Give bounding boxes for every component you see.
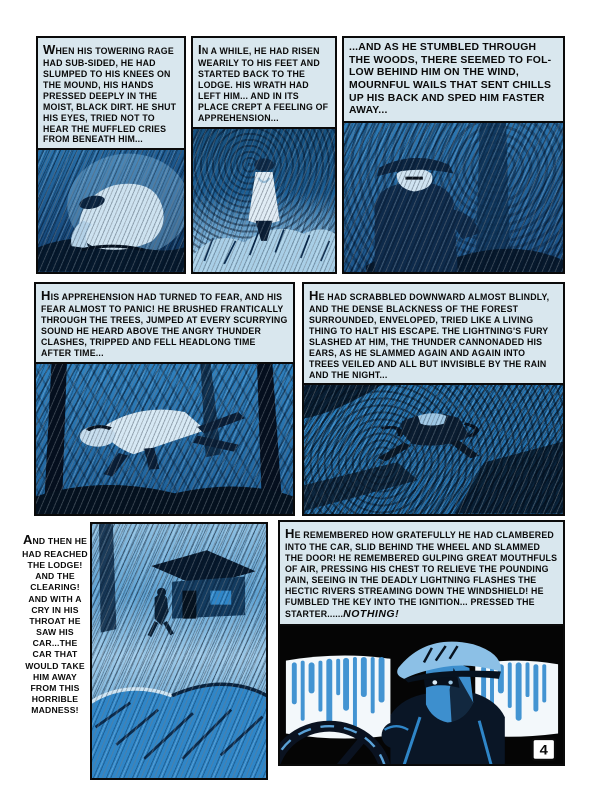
panel-6-art	[92, 524, 266, 778]
caption-drop-cap: H	[41, 288, 51, 303]
panel-3-caption	[344, 38, 563, 123]
stumbling-man-coat	[375, 182, 458, 272]
caption-text: E REMEMBERED HOW GRATEFULLY HE HAD CLAMBERED INTO THE CAR, SLID BEHIND THE WHEEL AND SLAMMED THE DOOR! HE REMEMBERED GULPING GREAT MOUTHFULS OF AIR, PRESSING HIS CHEST TO RELIEVE THE POUNDING PAIN, SEEING IN THE DEADLY LIGHTNING FLASHES THE HECTIC RIVERS STREAMING DOWN THE WINDSHIELD! HE FUMBLED THE KEY INTO THE IGNITION... PRESSED THE STARTER......	[285, 530, 558, 619]
lodge-window	[210, 591, 231, 605]
car-roof	[92, 684, 266, 778]
caption-drop-cap: W	[43, 42, 56, 57]
caption-text: IS APPREHENSION HAD TURNED TO FEAR, AND HIS FEAR ALMOST TO PANIC! HE BRUSHED FRANTICALLY THROUGH THE TREES, JUMPED AT EVERY SCURRYING SOUND HE HEARD ABOVE THE ANGRY THUNDER CLASHES, TRIPPED AND FELL HEADLONG TIME AFTER TIME...	[41, 292, 288, 358]
falling-man-legs	[195, 415, 241, 448]
caption-text: ...AND AS HE STUMBLED THROUGH THE WOODS, THERE SEEMED TO FOL-LOW BEHIND HIM ON THE WIND, MOURNFUL WAILS THAT SENT CHILLS UP HIS BACK AND SPED HIM FASTER AWAY...	[349, 42, 552, 117]
caption-text: N A WHILE, HE HAD RISEN WEARILY TO HIS FEET AND STARTED BACK TO THE LODGE. HIS WRATH HAD LEFT HIM... AND IN ITS PLACE CREPT A FEELING OF APPREHENSION...	[198, 46, 329, 123]
panel-1	[36, 36, 186, 274]
panel-7-art	[280, 626, 563, 764]
panel-2-caption	[193, 38, 335, 129]
caption-text: ND THEN HE HAD REACHED THE LODGE! AND THE CLEARING! AND WITH A CRY IN HIS THROAT HE SAW HIS CAR...THE CAR THAT WOULD TAKE HIM AWAY FROM THIS HORRIBLE MADNESS!	[22, 536, 88, 716]
panel-1-art	[38, 150, 184, 272]
caption-drop-cap: H	[285, 526, 295, 541]
panel-5	[302, 282, 565, 516]
hat-icon	[254, 158, 274, 171]
eye-icon	[448, 680, 452, 684]
falling-man-body	[103, 409, 206, 454]
caption-drop-cap: I	[198, 42, 202, 57]
panel-7-caption	[280, 522, 563, 626]
lodge-door	[182, 591, 196, 619]
eye-icon	[432, 680, 437, 684]
panel-5-caption	[304, 284, 563, 385]
forest-floor	[36, 485, 293, 514]
caption-drop-cap: H	[309, 288, 319, 303]
panel-2-art	[193, 129, 335, 272]
walking-man-coat	[248, 172, 279, 224]
panel-4-caption	[36, 284, 293, 364]
running-man-head	[157, 588, 166, 597]
caption-text: E HAD SCRABBLED DOWNWARD ALMOST BLINDLY, AND THE DENSE BLACKNESS OF THE FOREST SURROUNDED, ENVELOPED, TRIED LIKE A LIVING THING TO HALT HIS ESCAPE. THE LIGHTNING'S FURY SLASHED AT HIM, THE THUNDER CANNONADED HIS EARS, AS HE SLAMMED AGAIN AND AGAIN INTO TREES VEILED AND ALL BUT INVISIBLE BY THE RAIN AND THE NIGHT...	[309, 292, 550, 380]
panel-4	[34, 282, 295, 516]
caption-drop-cap: A	[22, 532, 33, 547]
panel-5-art	[304, 385, 563, 514]
dark-foliage	[304, 385, 382, 418]
dark-foliage	[304, 463, 418, 512]
panel-6-caption	[22, 532, 88, 716]
panel-2	[191, 36, 337, 274]
panel-1-caption	[38, 38, 184, 150]
caption-emphasis: NOTHING!	[343, 607, 400, 620]
panel-3	[342, 36, 565, 274]
scrambling-man-head	[418, 414, 446, 426]
running-man-figure	[155, 594, 169, 626]
panel-6	[90, 522, 268, 780]
panel-7	[278, 520, 565, 766]
panel-4-art	[36, 364, 293, 514]
page-number: 4	[539, 742, 548, 758]
caption-text: HEN HIS TOWERING RAGE HAD SUB-SIDED, HE HAD SLUMPED TO HIS KNEES ON THE MOUND, HIS HANDS PRESSED DEEPLY IN THE MOIST, BLACK DIRT. HE SHUT HIS EYES, TRIED NOT TO HEAR THE MUFFLED CRIES FROM BENEATH HIM...	[43, 46, 177, 145]
tree-trunk	[99, 524, 116, 633]
panel-3-art	[344, 123, 563, 272]
